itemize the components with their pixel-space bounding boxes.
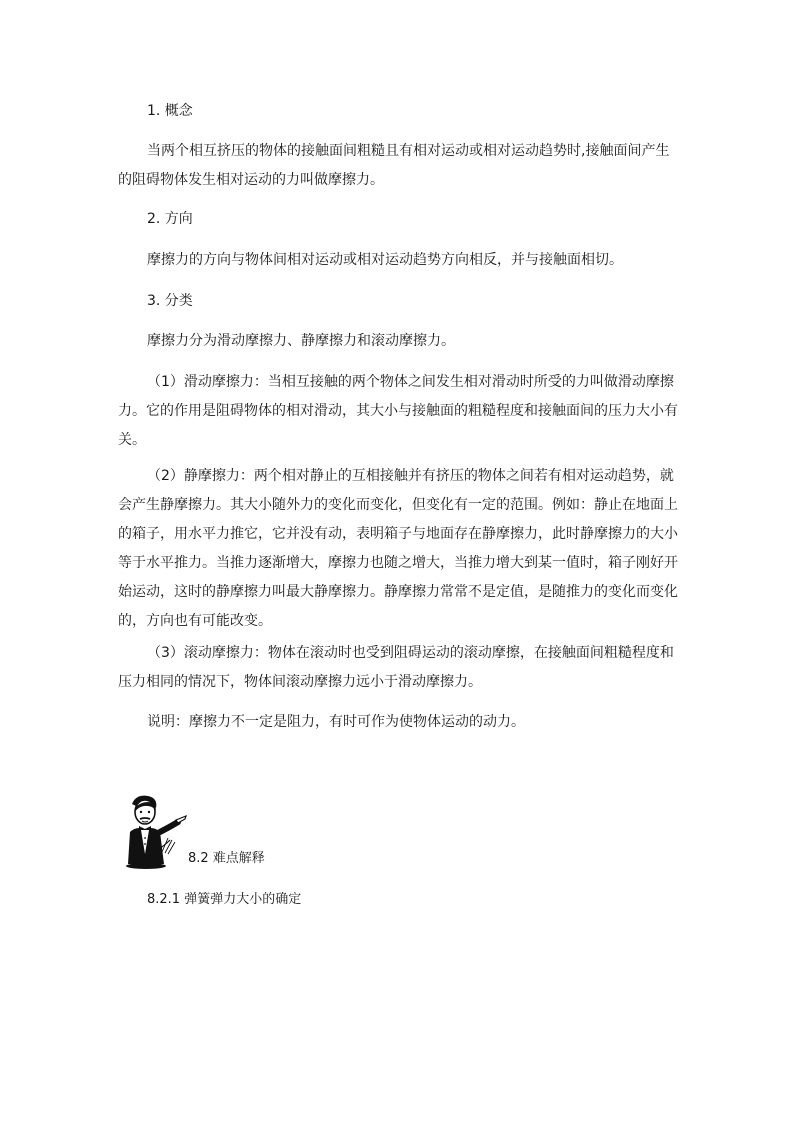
text-line: 当两个相互挤压的物体的接触面间粗糙且有相对运动或相对运动趋势时,接触面间产生 (147, 143, 670, 159)
pointing-man-icon (118, 792, 188, 870)
subsection-title: 8.2.1 弹簧弹力大小的确定 (147, 892, 302, 907)
text-line: 的，方向也有可能改变。 (118, 613, 272, 629)
heading-concept: 1. 概念 (147, 103, 193, 119)
text-line: 关。 (118, 432, 146, 448)
text-line: （2）静摩擦力：两个相对静止的互相接触并有挤压的物体之间若有相对运动趋势，就 (147, 468, 674, 484)
text-line: 等于水平推力。当推力逐渐增大，摩擦力也随之增大，当推力增大到某一值时，箱子刚好开 (118, 555, 678, 571)
text-line: 始运动，这时的静摩擦力叫最大静摩擦力。静摩擦力常常不是定值，是随推力的变化而变化 (118, 584, 678, 600)
text-line: （1）滑动摩擦力：当相互接触的两个物体之间发生相对滑动时所受的力叫做滑动摩擦 (147, 374, 674, 390)
paragraph-concept (118, 137, 678, 195)
paragraph-rolling-friction (118, 639, 678, 697)
text-line: 摩擦力的方向与物体间相对运动或相对运动趋势方向相反，并与接触面相切。 (147, 252, 623, 268)
text-line: 会产生静摩擦力。其大小随外力的变化而变化，但变化有一定的范围。例如：静止在地面上 (118, 497, 678, 513)
text-line: 说明：摩擦力不一定是阻力，有时可作为使物体运动的动力。 (147, 714, 525, 730)
heading-classification: 3. 分类 (147, 293, 193, 309)
text-line: 摩擦力分为滑动摩擦力、静摩擦力和滚动摩擦力。 (147, 333, 455, 349)
text-line: 的阻碍物体发生相对运动的力叫做摩擦力。 (118, 172, 384, 188)
paragraph-classification-intro (118, 327, 678, 356)
text-line: （3）滚动摩擦力：物体在滚动时也受到阻碍运动的滚动摩擦，在接触面间粗糙程度和 (147, 645, 674, 661)
heading-direction: 2. 方向 (147, 211, 193, 227)
text-line: 压力相同的情况下，物体间滚动摩擦力远小于滑动摩擦力。 (118, 674, 482, 690)
paragraph-note (118, 708, 678, 737)
text-line: 的箱子，用水平力推它，它并没有动，表明箱子与地面存在静摩擦力，此时静摩擦力的大小 (118, 526, 678, 542)
paragraph-static-friction (118, 462, 678, 636)
section-title: 8.2 难点解释 (188, 851, 265, 866)
paragraph-direction (118, 246, 678, 275)
paragraph-sliding-friction (118, 368, 678, 455)
text-line: 力。它的作用是阻碍物体的相对滑动，其大小与接触面的粗糙程度和接触面间的压力大小有 (118, 403, 678, 419)
